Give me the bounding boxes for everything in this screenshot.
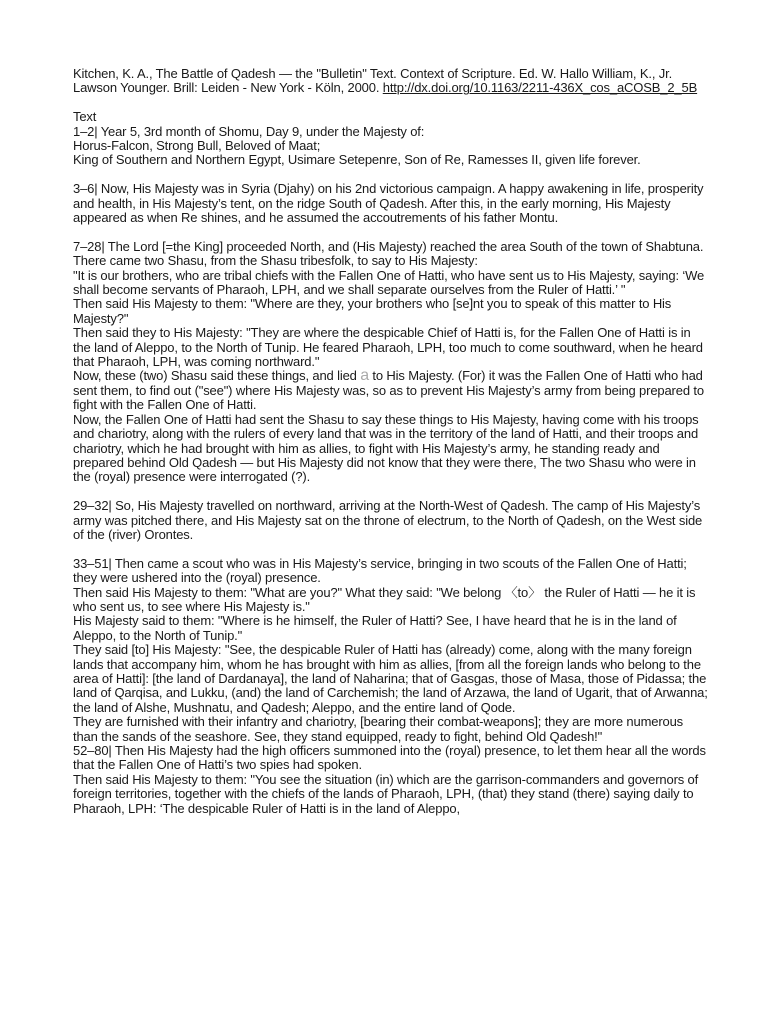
paragraph-brothers: "It is our brothers, who are tribal chiefs with the Fallen One of Hatti, who have sent us to His Majesty, saying: ‘We shall become servants of Pharaoh, LPH, and we shall separate ourselves from the Ruler of Hatti.’ " [73,267,705,298]
paragraph-shasu-lied [73,369,708,412]
shasu-lied-end: to His Majesty. (For) it was the Fallen One of Hatti who had sent them, to find out ("see") where His Majesty was, so as to prevent His Majesty’s army from being prepared to fight with the Fallen One of Hatti. [73,368,704,413]
paragraph-1-2: 1–2| Year 5, 3rd month of Shomu, Day 9, under the Majesty of: [73,123,425,139]
paragraph-horus: Horus-Falcon, Strong Bull, Beloved of Maat; [73,138,321,154]
paragraph-7-28: 7–28| The Lord [=the King] proceeded North, and (His Majesty) reached the area South of the town of Shabtuna. There came two Shasu, from the Shasu tribesfolk, to say to His Majesty: [73,238,704,269]
paragraph-chief-of-hatti: Then said they to His Majesty: "They are where the despicable Chief of Hatti is, for the Fallen One of Hatti is in the land of Aleppo, to the North of Tunip. He feared Pharaoh, LPH, too much to come southward, when he heard that Pharaoh, LPH, was coming northward." [73,325,703,370]
paragraph-29-32: 29–32| So, His Majesty travelled on northward, arriving at the North-West of Qadesh. The camp of His Majesty’s army was pitched there, and His Majesty sat on the throne of electrum, to the North of Qadesh, on the West side of the (river) Orontes. [73,498,703,542]
paragraph-situation: Then said His Majesty to them: "You see the situation (in) which are the garrison-commanders and governors of foreign territories, together with the chiefs of the lands of Pharaoh, LPH, (that) they stand (there) saying daily to Pharaoh, LPH: ‘The despicable Ruler of Hatti is in the land of Aleppo, [73,771,699,816]
citation [73,67,708,96]
paragraph-33-51: 33–51| Then came a scout who was in His Majesty’s service, bringing in two scouts of the Fallen One of Hatti; they were ushered into the (royal) presence. [73,555,687,586]
paragraph-what-are-you: Then said His Majesty to them: "What are you?" What they said: "We belong 〈to〉 the Ruler of Hatti — he it is who sent us, to see where His Majesty is." [73,584,696,614]
doi-link[interactable]: http://dx.doi.org/10.1163/2211-436X_cos_aCOSB_2_5B [382,80,698,96]
annotation-mark: a [360,367,369,385]
paragraph-where-is-he: His Majesty said to them: "Where is he himself, the Ruler of Hatti? See, I have heard that he is in the land of Aleppo, to the North of Tunip." [73,613,677,643]
paragraph-allies: They said [to] His Majesty: "See, the despicable Ruler of Hatti has (already) come, along with the many foreign lands that accompany him, whom he has brought with him as allies, [from all the foreign lands who belong to the area of Hatti]: [the land of Dardanaya], the land of Naharina; that of Gasgas, those of Masa, those of Pidassa; the land of Qarqisa, and Lukku, (and) the land of Carchemish; the land of Arzawa, the land of Ugarit, that of Arwanna; the land of Alshe, Mushnatu, and Qadesh; Aleppo, and the entire land of Qode. [73,642,708,715]
paragraph-52-80: 52–80| Then His Majesty had the high officers summoned into the (royal) presence, to let them hear all the words that the Fallen One of Hatti’s two spies had spoken. [73,743,706,773]
citation-text: Kitchen, K. A., The Battle of Qadesh — the "Bulletin" Text. Context of Scripture. Ed. W. Hallo William, K., Jr. Lawson Younger. Brill: Leiden - New York - Köln, 2000. [73,66,673,96]
paragraph-3-6: 3–6| Now, His Majesty was in Syria (Djahy) on his 2nd victorious campaign. A happy awakening in life, prosperity and health, in His Majesty’s tent, on the ridge South of Qadesh. After this, in the early morning, His Majesty appeared as when Re shines, and he assumed the accoutrements of his father Montu. [73,181,704,226]
paragraph-king: King of Southern and Northern Egypt, Usimare Setepenre, Son of Re, Ramesses II, given life forever. [73,152,641,168]
shasu-lied-start: Now, these (two) Shasu said these things, and lied [73,368,361,384]
section-heading: Text [73,109,97,125]
paragraph-fallen-one: Now, the Fallen One of Hatti had sent the Shasu to say these things to His Majesty, having come with his troops and chariotry, along with the rulers of every land that was in the territory of the land of Hatti, and their troops and chariotry, which he had brought with him as allies, to fight with His Majesty’s army, he standing ready and prepared behind Old Qadesh — but His Majesty did not know that they were there, The two Shasu who were in the (royal) presence were interrogated (?). [73,411,699,485]
paragraph-infantry: They are furnished with their infantry and chariotry, [bearing their combat-weapons]; they are more numerous than the sands of the seashore. See, they stand equipped, ready to fight, behind Old Qadesh!" [73,714,684,744]
paragraph-where-are-they: Then said His Majesty to them: "Where are they, your brothers who [se]nt you to speak of this matter to His Majesty?" [73,296,672,326]
